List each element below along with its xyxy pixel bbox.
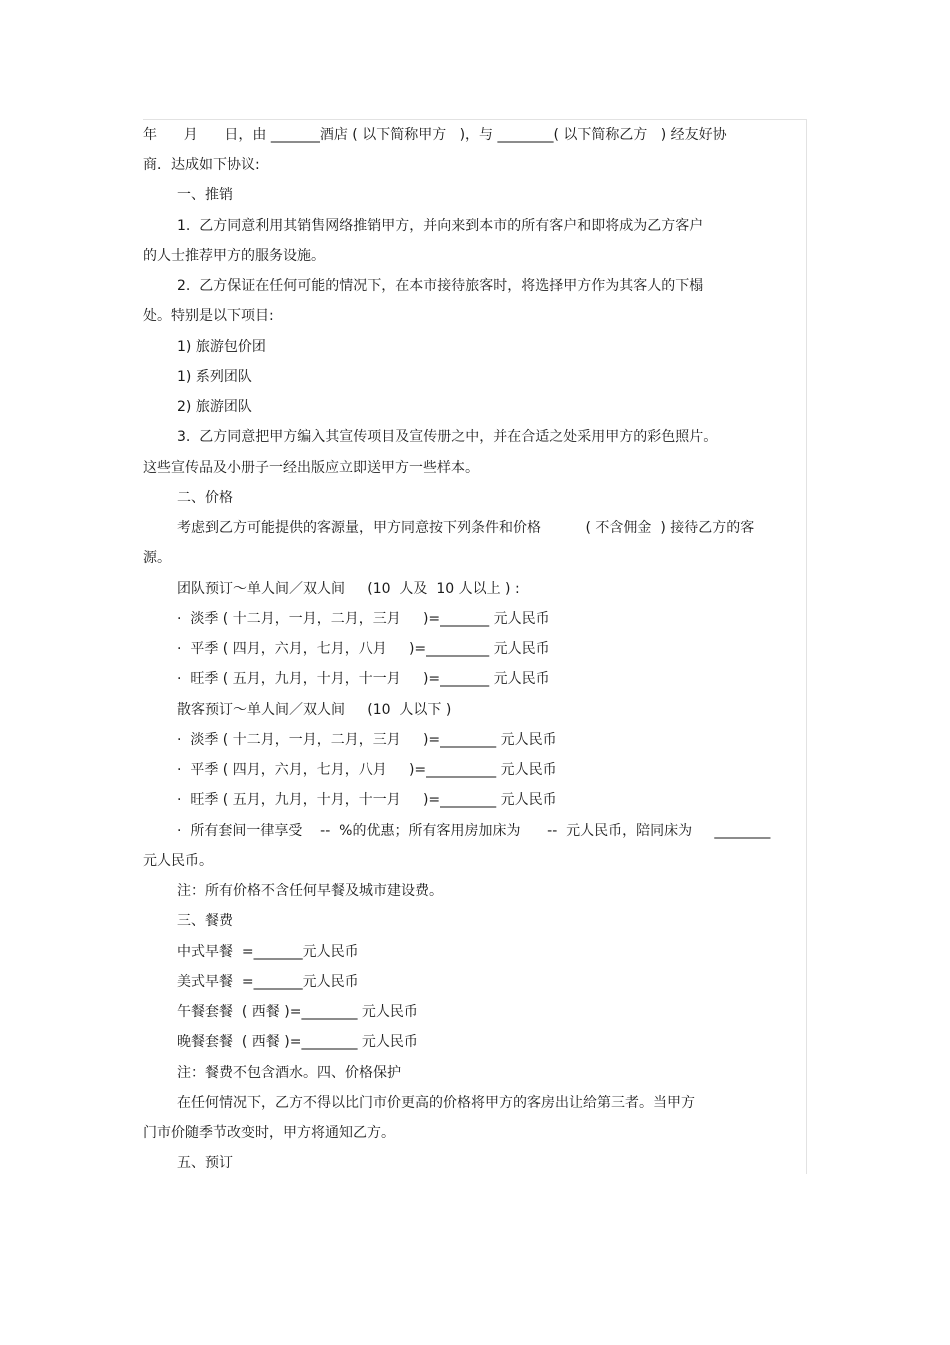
rate-group-heading: 散客预订～单人间／双人间 (10 人以下 ) (177, 702, 452, 718)
rate-item: · 淡季 ( 十二月，一月，二月，三月 )=________ 元人民币 (177, 732, 557, 748)
meal-item: 美式早餐 =_______元人民币 (177, 974, 359, 990)
section-heading: 二、价格 (177, 490, 233, 506)
meal-item: 中式早餐 =_______元人民币 (177, 944, 359, 960)
paragraph-line: 3. 乙方同意把甲方编入其宣传项目及宣传册之中，并在合适之处采用甲方的彩色照片。 (177, 429, 718, 445)
note-line: 注：所有价格不含任何早餐及城市建设费。 (177, 883, 443, 899)
meal-item: 晚餐套餐 ( 西餐 )=________ 元人民币 (177, 1034, 418, 1050)
rate-item: · 平季 ( 四月，六月，七月，八月 )=__________ 元人民币 (177, 762, 557, 778)
rate-item: · 淡季 ( 十二月，一月，二月，三月 )=_______ 元人民币 (177, 611, 550, 627)
paragraph-line: 1. 乙方同意利用其销售网络推销甲方，并向来到本市的所有客户和即将成为乙方客户 (177, 218, 704, 234)
paragraph-line: 处。特别是以下项目: (143, 308, 274, 324)
section-heading: 三、餐费 (177, 913, 233, 929)
list-item: 1) 系列团队 (177, 369, 252, 385)
paragraph-line: 考虑到乙方可能提供的客源量，甲方同意按下列条件和价格 ( 不含佣金 ) 接待乙方的客 (177, 520, 755, 536)
rate-item: · 所有套间一律享受 -- %的优惠；所有客用房加床为 -- 元人民币，陪同床为 ________ (177, 823, 771, 839)
rate-item: · 旺季 ( 五月，九月，十月，十一月 )=_______ 元人民币 (177, 671, 550, 687)
paragraph-line: 源。 (143, 550, 171, 566)
list-item: 1) 旅游包价团 (177, 339, 266, 355)
paragraph-line: 门市价随季节改变时，甲方将通知乙方。 (143, 1125, 395, 1141)
section-heading: 五、预订 (177, 1155, 233, 1171)
rate-item: · 旺季 ( 五月，九月，十月，十一月 )=________ 元人民币 (177, 792, 557, 808)
paragraph-line: 2. 乙方保证在任何可能的情况下，在本市接待旅客时，将选择甲方作为其客人的下榻 (177, 278, 704, 294)
paragraph-line: 这些宣传品及小册子一经出版应立即送甲方一些样本。 (143, 460, 479, 476)
paragraph-line: 在任何情况下，乙方不得以比门市价更高的价格将甲方的客房出让给第三者。当甲方 (177, 1095, 695, 1111)
paragraph-line: 的人士推荐甲方的服务设施。 (143, 248, 325, 264)
intro-line-1: 年 月 日，由 _______酒店 ( 以下简称甲方 )，与 ________( 以下简称乙方 ) 经友好协 (143, 127, 727, 143)
rate-group-heading: 团队预订～单人间／双人间 (10 人及 10 人以上 ) : (177, 581, 520, 597)
section-heading: 一、推销 (177, 187, 233, 203)
rate-item: · 平季 ( 四月，六月，七月，八月 )=_________ 元人民币 (177, 641, 550, 657)
intro-line-2: 商．达成如下协议: (143, 157, 260, 173)
meal-item: 午餐套餐 ( 西餐 )=________ 元人民币 (177, 1004, 418, 1020)
list-item: 2) 旅游团队 (177, 399, 252, 415)
paragraph-line: 元人民币。 (143, 853, 213, 869)
note-line: 注：餐费不包含酒水。四、价格保护 (177, 1065, 401, 1081)
